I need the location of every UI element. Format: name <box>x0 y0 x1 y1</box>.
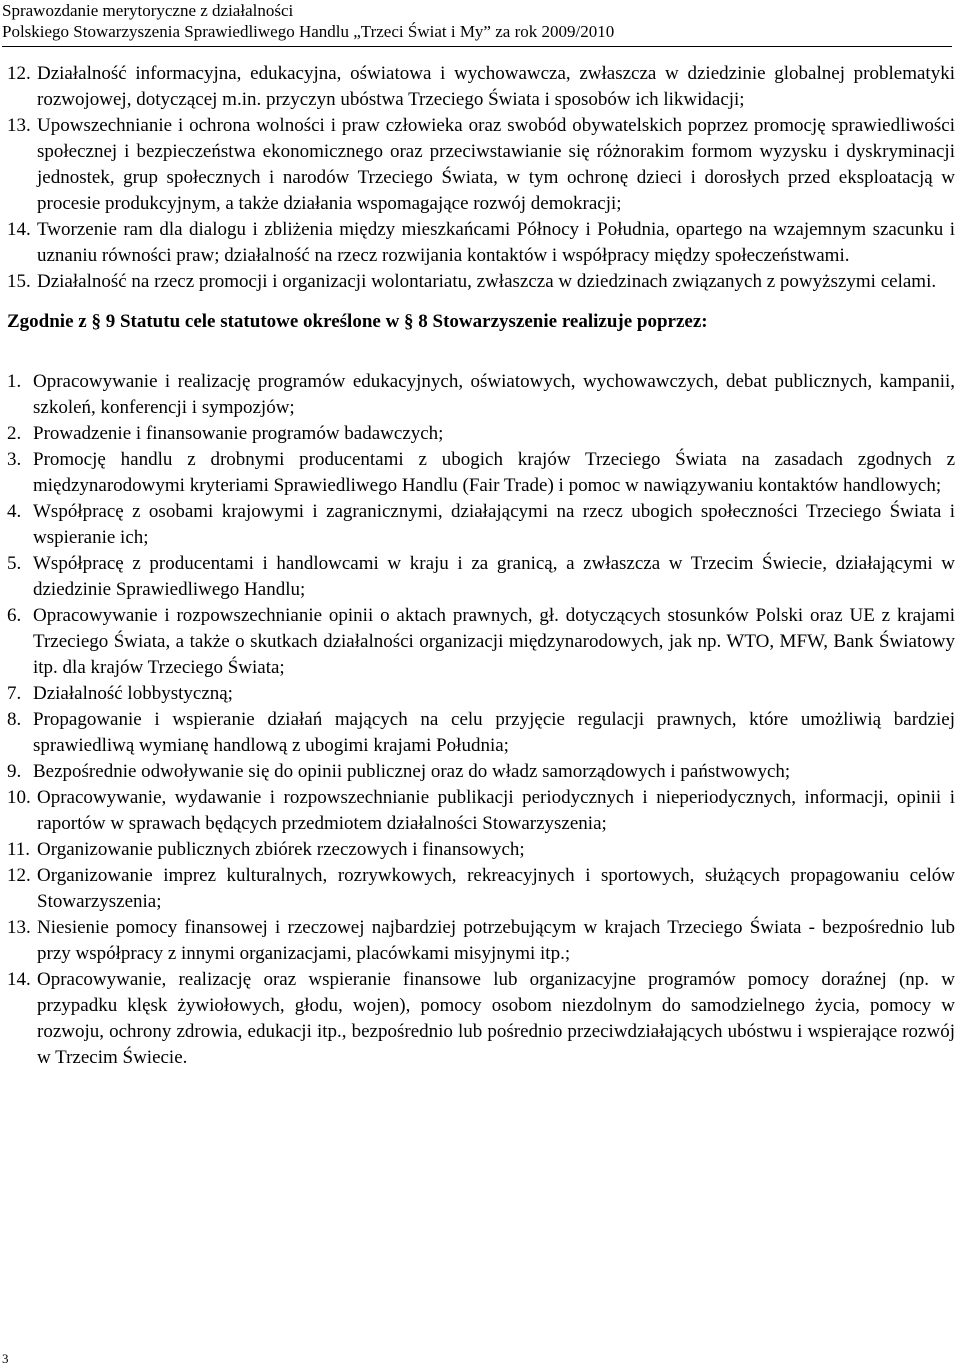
list-item-number: 4. <box>7 501 22 522</box>
list-item <box>7 551 955 603</box>
list-item-text: Upowszechnianie i ochrona wolności i praw człowieka oraz swobód obywatelskich poprzez promocję sprawiedliwości społecznej i bezpieczeństwa ekonomicznego oraz przeciwstawianie się różnorakim formom wyzysku i dyskryminacji jednostek, grup społecznych i narodów Trzeciego Świata, w tym ochronę dzieci i dorosłych przed eksploatacją w procesie produkcyjnym, a także działania wspomagające rozwój demokracji; <box>37 115 955 214</box>
list-item-number: 13. <box>7 115 31 136</box>
list-item-text: Opracowywanie, realizację oraz wspieranie finansowe lub organizacyjne programów pomocy doraźnej (np. w przypadku klęsk żywiołowych, głodu, wojen), pomocy osobom niezdolnym do samodzielnego życia, pomocy w rozwoju, ochrony zdrowia, edukacji itp., bezpośrednio lub pośrednio przeciwdziałających ubóstwu i wspierające rozwój w Trzecim Świecie. <box>37 969 955 1068</box>
list-item <box>7 447 955 499</box>
list-item <box>7 269 955 295</box>
header-line-2: Polskiego Stowarzyszenia Sprawiedliwego Handlu „Trzeci Świat i My” za rok 2009/2010 <box>2 22 615 41</box>
list-item-text: Organizowanie imprez kulturalnych, rozrywkowych, rekreacyjnych i sportowych, służących propagowaniu celów Stowarzyszenia; <box>37 865 955 912</box>
list-item <box>7 217 955 269</box>
list-item-number: 13. <box>7 917 31 938</box>
page-number: 3 <box>2 1351 9 1366</box>
list-item-text: Opracowywanie, wydawanie i rozpowszechnianie publikacji periodycznych i nieperiodycznych, informacji, opinii i raportów w sprawach będących przedmiotem działalności Stowarzyszenia; <box>37 787 955 834</box>
document-body <box>7 61 955 1071</box>
list-item-text: Organizowanie publicznych zbiórek rzeczowych i finansowych; <box>37 839 525 860</box>
list-item-number: 6. <box>7 605 22 626</box>
list-item-number: 7. <box>7 683 22 704</box>
header-line-1: Sprawozdanie merytoryczne z działalności <box>2 1 294 20</box>
list-item-number: 12. <box>7 63 31 84</box>
list-item <box>7 837 955 863</box>
list-item-text: Prowadzenie i finansowanie programów badawczych; <box>33 423 444 444</box>
list-item <box>7 499 955 551</box>
list-item-number: 10. <box>7 787 31 808</box>
list-item-number: 11. <box>7 839 31 860</box>
list-item-text: Tworzenie ram dla dialogu i zbliżenia między mieszkańcami Północy i Południa, opartego na wzajemnym szacunku i uznaniu równości praw; działalność na rzecz rozwijania kontaktów i współpracy między społeczeństwami. <box>37 219 955 266</box>
list-item <box>7 603 955 681</box>
list-item <box>7 61 955 113</box>
list-item-number: 14. <box>7 219 31 240</box>
list-item-number: 3. <box>7 449 22 470</box>
list-item-text: Promocję handlu z drobnymi producentami z ubogich krajów Trzeciego Świata na zasadach zgodnych z międzynarodowymi kryteriami Sprawiedliwego Handlu (Fair Trade) i pomoc w nawiązywaniu kontaktów handlowych; <box>33 449 955 496</box>
list-item-number: 12. <box>7 865 31 886</box>
page-header <box>2 0 952 47</box>
implementation-means-list <box>7 369 955 1071</box>
list-item-text: Niesienie pomocy finansowej i rzeczowej najbardziej potrzebującym w krajach Trzeciego Świata - bezpośrednio lub przy współpracy z innymi organizacjami, placówkami misyjnymi itp.; <box>37 917 955 964</box>
list-item-number: 8. <box>7 709 22 730</box>
list-item <box>7 759 955 785</box>
list-item-number: 5. <box>7 553 22 574</box>
list-item <box>7 967 955 1071</box>
list-item <box>7 681 955 707</box>
list-item-text: Propagowanie i wspieranie działań mających na celu przyjęcie regulacji prawnych, które umożliwią bardziej sprawiedliwą wymianę handlową z ubogimi krajami Południa; <box>33 709 955 756</box>
list-item-number: 14. <box>7 969 31 990</box>
list-item-number: 1. <box>7 371 22 392</box>
list-item-text: Opracowywanie i realizację programów edukacyjnych, oświatowych, wychowawczych, debat publicznych, kampanii, szkoleń, konferencji i sympozjów; <box>33 371 955 418</box>
list-item <box>7 863 955 915</box>
list-item-text: Współpracę z osobami krajowymi i zagranicznymi, działającymi na rzecz ubogich społeczności Trzeciego Świata i wspieranie ich; <box>33 501 955 548</box>
list-item-text: Działalność na rzecz promocji i organizacji wolontariatu, zwłaszcza w dziedzinach związanych z powyższymi celami. <box>37 271 937 292</box>
statutory-goals-list <box>7 61 955 295</box>
list-item-text: Działalność informacyjna, edukacyjna, oświatowa i wychowawcza, zwłaszcza w dziedzinie globalnej problematyki rozwojowej, dotyczącej m.in. przyczyn ubóstwa Trzeciego Świata i sposobów ich likwidacji; <box>37 63 955 110</box>
list-item-text: Bezpośrednie odwoływanie się do opinii publicznej oraz do władz samorządowych i państwowych; <box>33 761 791 782</box>
list-item <box>7 915 955 967</box>
list-item <box>7 421 955 447</box>
list-item-text: Działalność lobbystyczną; <box>33 683 233 704</box>
list-item <box>7 369 955 421</box>
list-item-number: 2. <box>7 423 22 444</box>
list-item <box>7 785 955 837</box>
list-item-number: 9. <box>7 761 22 782</box>
list-item-number: 15. <box>7 271 31 292</box>
list-item <box>7 707 955 759</box>
list-item-text: Opracowywanie i rozpowszechnianie opinii o aktach prawnych, gł. dotyczących stosunków Polski oraz UE z krajami Trzeciego Świata, a także o skutkach działalności organizacji międzynarodowych, jak np. WTO, MFW, Bank Światowy itp. dla krajów Trzeciego Świata; <box>33 605 955 678</box>
list-item-text: Współpracę z producentami i handlowcami w kraju i za granicą, a zwłaszcza w Trzecim Świecie, działającymi w dziedzinie Sprawiedliwego Handlu; <box>33 553 955 600</box>
list-item <box>7 113 955 217</box>
section-intro-heading: Zgodnie z § 9 Statutu cele statutowe określone w § 8 Stowarzyszenie realizuje poprzez: <box>7 311 708 332</box>
